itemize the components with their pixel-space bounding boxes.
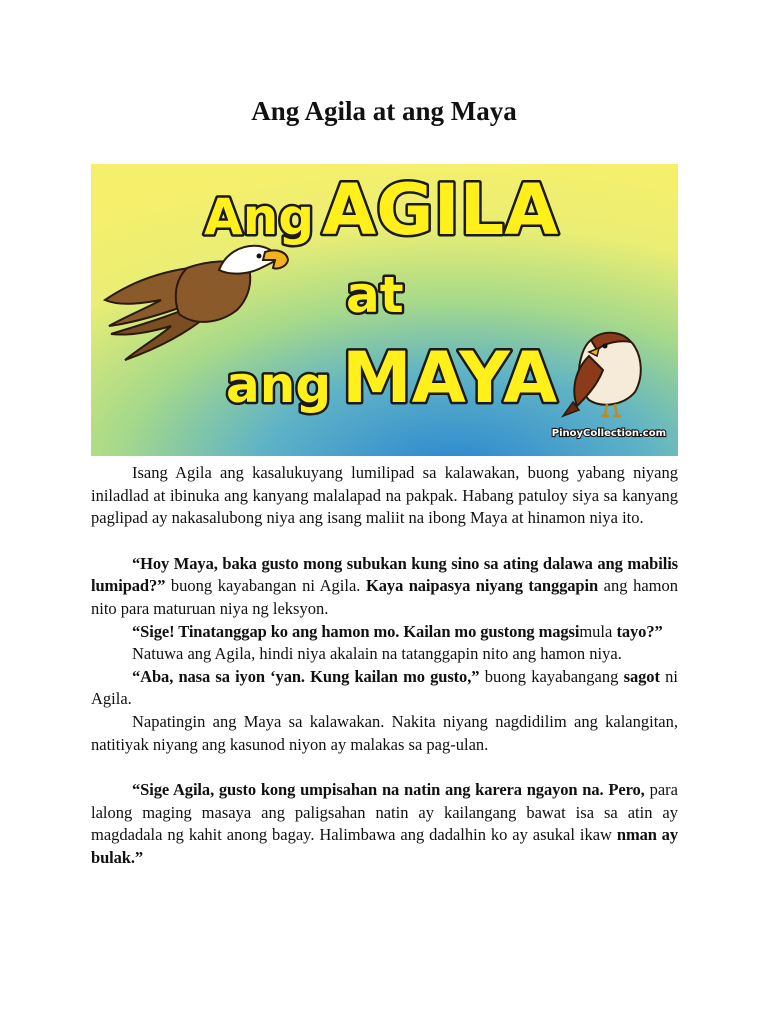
text-segment: Isang Agila ang kasalukuyang lumilipad sa kalawakan, buong yabang niyang iniladlad at ibinuka ang kanyang malalapad na pakpak. Habang patuloy siya sa kanyang paglipad ay nakasalubong niya ang isang maliit na ibong Maya at hinamon niya ito. [91, 463, 678, 528]
banner-word-at: at [346, 266, 404, 324]
bold-text-segment: “Sige! Tinatanggap ko ang hamon mo. Kailan mo gustong magsi [132, 621, 580, 641]
story-paragraph [91, 711, 678, 756]
banner-word-ang: Ang [204, 188, 315, 246]
bold-text-segment: “Hoy Maya, baka gusto mong subukan kung sino sa ating dalawa ang mabilis lumipad?” [91, 553, 678, 596]
text-segment: buong kayabangang [479, 666, 624, 686]
text-segment: Natuwa ang Agila, hindi niya akalain na tatanggapin nito ang hamon niya. [132, 644, 622, 664]
story-paragraph [91, 666, 678, 711]
story-body [91, 462, 678, 870]
text-segment: ang hamon nito para maturuan niya ng leksyon. [91, 576, 678, 618]
bold-text-segment: “Sige Agila, gusto kong umpisahan na natin ang karera ngayon na. Pero, [132, 780, 645, 800]
text-segment: mula [579, 621, 617, 641]
story-paragraph [91, 779, 678, 869]
text-segment: buong kayabangan ni Agila. [165, 576, 367, 596]
text-segment: ni Agila. [91, 666, 679, 709]
text-segment: para lalong maging masaya ang paligsahan natin ay kailangang bawat isa sa atin ay magdadala ng kahit anong bagay. Halimbawa ang dadalhin ko ay asukal ikaw [91, 780, 678, 845]
banner-word-agila: AGILA [322, 169, 559, 251]
bold-text-segment: sagot [623, 666, 660, 686]
banner-credit: PinoyCollection.com [551, 428, 666, 439]
bold-text-segment: nman ay bulak.” [91, 825, 678, 867]
story-paragraph [91, 553, 678, 621]
document-title: Ang Agila at ang Maya [251, 96, 517, 126]
story-paragraph [91, 621, 678, 644]
banner-word-maya: MAYA [342, 337, 558, 419]
bold-text-segment: “Aba, nasa sa iyon ‘yan. Kung kailan mo gusto,” [132, 666, 480, 686]
story-paragraph [91, 643, 678, 666]
text-segment: Napatingin ang Maya sa kalawakan. Nakita niyang nagdidilim ang kalangitan, natitiyak niyang ang kasunod niyon ay malakas sa pag-ulan. [91, 711, 678, 754]
title-banner [91, 164, 678, 456]
story-paragraph [91, 462, 678, 530]
bold-text-segment: Kaya naipasya niyang tanggapin [366, 576, 599, 596]
bold-text-segment: tayo?” [616, 621, 663, 641]
banner-word-ang-2: ang [226, 356, 332, 414]
